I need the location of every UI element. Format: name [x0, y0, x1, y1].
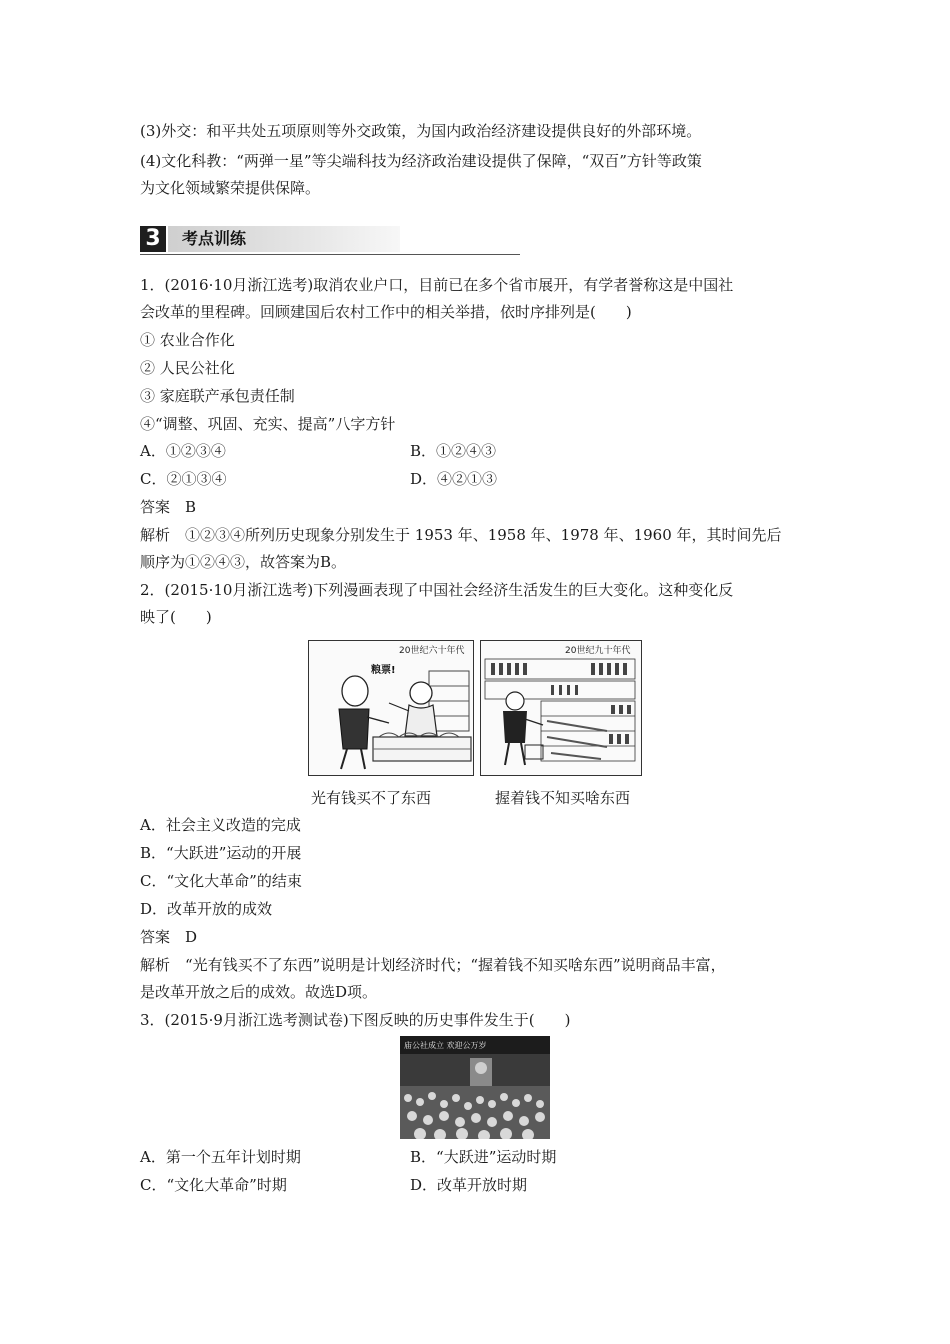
- q2-option-a: A．社会主义改造的完成: [140, 816, 301, 834]
- q2-option-b: B．“大跃进”运动的开展: [140, 844, 302, 862]
- section-title: 考点训练: [182, 229, 247, 248]
- q2-stem-line1: 2．(2015·10月浙江选考)下列漫画表现了中国社会经济生活发生的巨大变化。这种变化反: [140, 581, 734, 599]
- cartoon-1960s: [308, 640, 474, 776]
- q1-item-2: ② 人民公社化: [140, 359, 235, 377]
- cartoon-caption-right: 握着钱不知买啥东西: [495, 789, 631, 807]
- q3-stem: 3．(2015·9月浙江选考测试卷)下图反映的历史事件发生于( ): [140, 1011, 571, 1029]
- cartoon-speech-bubble: 粮票!: [371, 665, 396, 676]
- intro-paragraph-4-line2: 为文化领域繁荣提供保障。: [140, 179, 321, 197]
- q1-option-b: B．①②④③: [410, 442, 497, 460]
- q3-historical-photo: [400, 1036, 550, 1139]
- q1-analysis-line2: 顺序为①②④③，故答案为B。: [140, 553, 347, 571]
- q3-option-d: D．改革开放时期: [410, 1176, 528, 1194]
- q3-option-b: B．“大跃进”运动时期: [410, 1148, 557, 1166]
- q1-option-a: A．①②③④: [140, 442, 226, 460]
- intro-paragraph-3: (3)外交：和平共处五项原则等外交政策，为国内政治经济建设提供良好的外部环境。: [140, 122, 702, 140]
- cartoon-caption-left: 光有钱买不了东西: [311, 789, 432, 807]
- cartoon-1990s-label: 20世纪九十年代: [565, 646, 631, 656]
- cartoon-1960s-drawing: [309, 641, 473, 775]
- q2-option-d: D．改革开放的成效: [140, 900, 273, 918]
- q1-option-c: C．②①③④: [140, 470, 227, 488]
- q1-item-1: ① 农业合作化: [140, 331, 235, 349]
- cartoon-1990s: [480, 640, 642, 776]
- q1-option-d: D．④②①③: [410, 470, 498, 488]
- q1-stem-line1: 1．(2016·10月浙江选考)取消农业户口，目前已在多个省市展开，有学者誉称这是中国社: [140, 276, 734, 294]
- cartoon-1990s-drawing: [481, 641, 641, 775]
- q2-option-c: C．“文化大革命”的结束: [140, 872, 302, 890]
- q1-stem-line2: 会改革的里程碑。回顾建国后农村工作中的相关举措，依时序排列是( ): [140, 303, 632, 321]
- section-heading: [140, 226, 520, 254]
- q2-analysis-line1: 解析 “光有钱买不了东西”说明是计划经济时代；“握着钱不知买啥东西”说明商品丰富，: [140, 956, 726, 974]
- q1-analysis-line1: 解析 ①②③④所列历史现象分别发生于 1953 年、1958 年、1978 年、1960 年，其时间先后: [140, 526, 782, 544]
- q2-stem-line2: 映了( ): [140, 608, 212, 626]
- q2-analysis-line2: 是改革开放之后的成效。故选D项。: [140, 983, 378, 1001]
- q3-option-a: A．第一个五年计划时期: [140, 1148, 301, 1166]
- q1-item-3: ③ 家庭联产承包责任制: [140, 387, 295, 405]
- q1-item-4: ④“调整、巩固、充实、提高”八字方针: [140, 415, 396, 433]
- q2-answer: 答案 D: [140, 928, 198, 946]
- section-number: 3: [140, 226, 166, 252]
- intro-paragraph-4-line1: (4)文化科教：“两弹一星”等尖端科技为经济政治建设提供了保障，“双百”方针等政策: [140, 152, 702, 170]
- q3-option-c: C．“文化大革命”时期: [140, 1176, 287, 1194]
- section-rule: [140, 254, 520, 255]
- q3-photo-banner: 庙公社成立 欢迎公万岁: [404, 1041, 487, 1050]
- cartoon-1960s-label: 20世纪六十年代: [399, 646, 465, 656]
- q3-photo-drawing: [400, 1036, 550, 1139]
- q1-answer: 答案 B: [140, 498, 197, 516]
